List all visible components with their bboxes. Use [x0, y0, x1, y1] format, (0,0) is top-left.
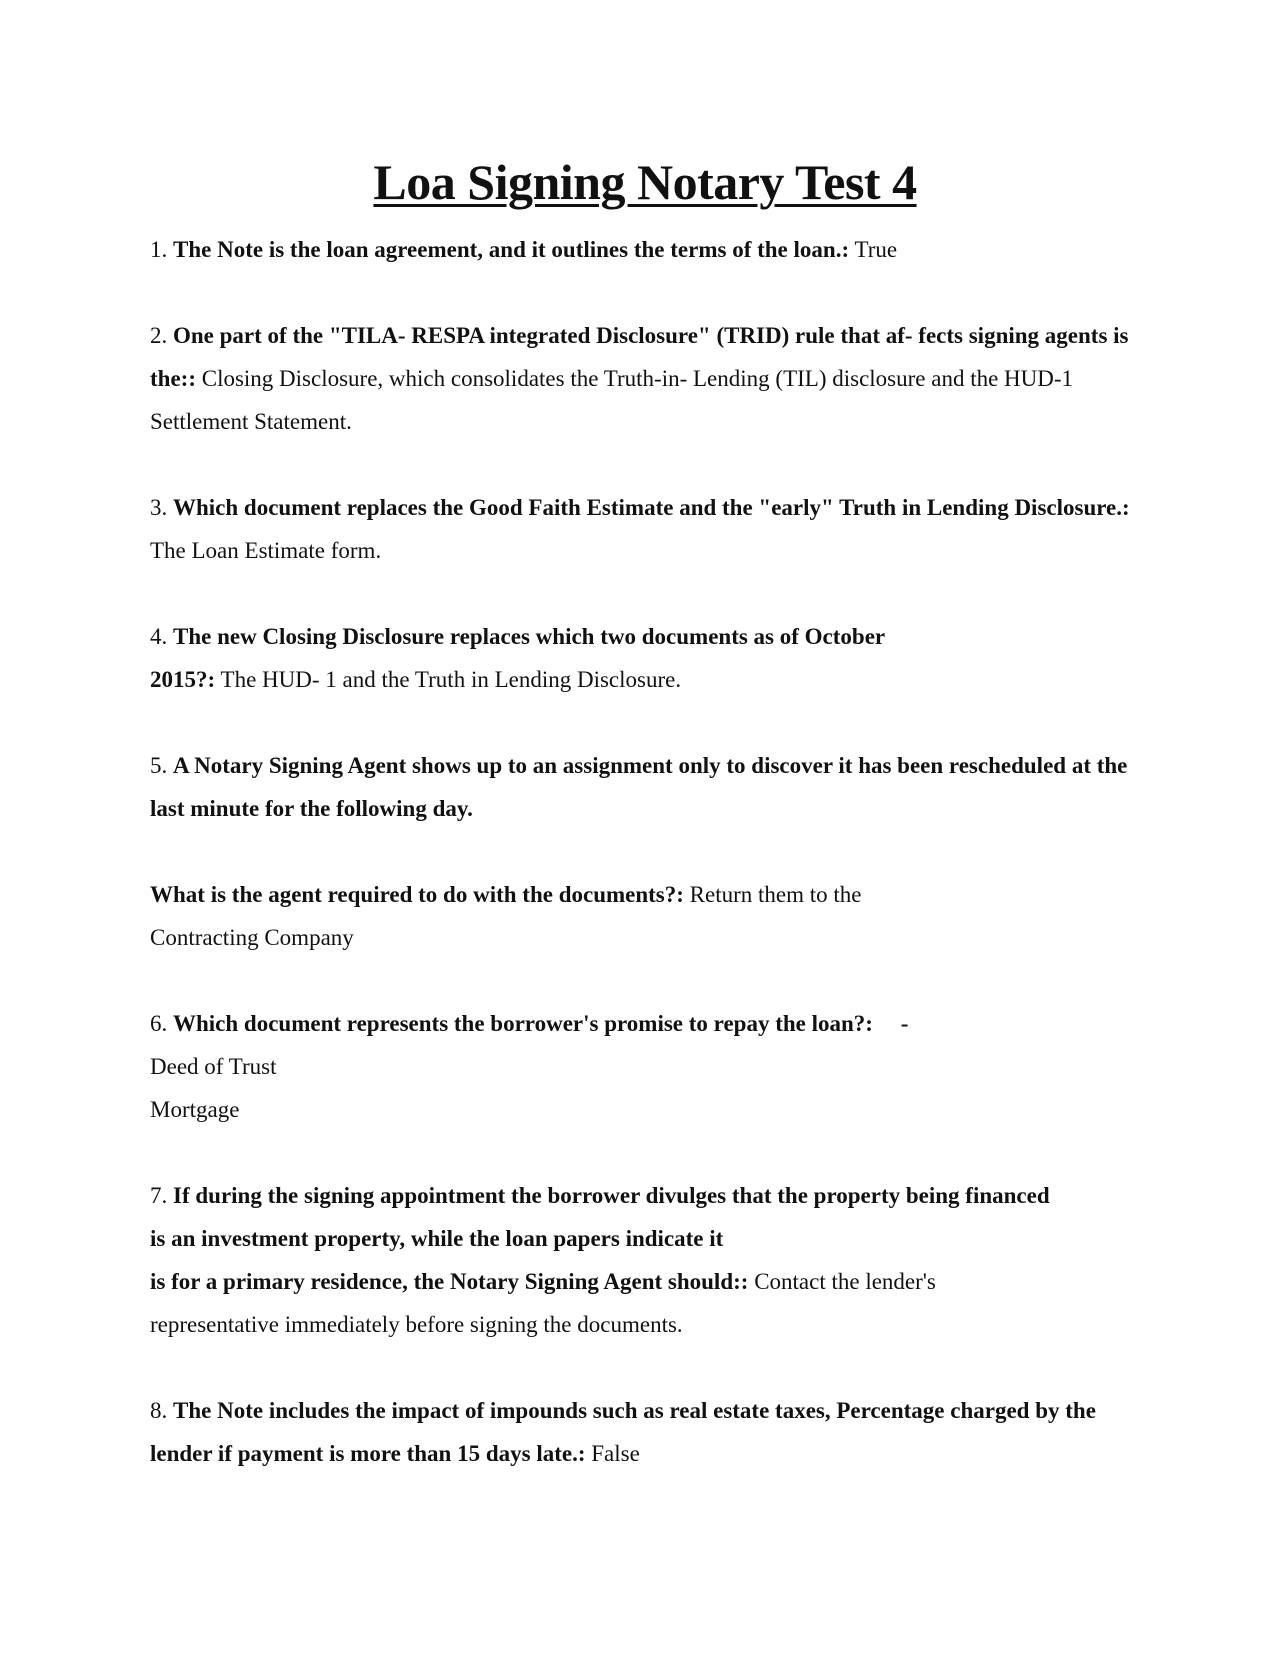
question-text-line-3: is for a primary residence, the Notary Signing Agent should::: [150, 1269, 749, 1294]
question-item-2: [150, 314, 1140, 443]
question-text: Which document replaces the Good Faith Estimate and the "early" Truth in Lending Disclosure.:: [173, 495, 1130, 520]
question-text-line-1: The new Closing Disclosure replaces which two documents as of October: [173, 624, 886, 649]
answer-text-line-1: Return them to the: [689, 882, 862, 907]
question-number: 4.: [150, 624, 168, 649]
question-text-line-2: 2015?:: [150, 667, 216, 692]
question-item-7: [150, 1174, 1140, 1346]
question-item-3: [150, 486, 1140, 572]
question-item-6: [150, 1002, 1140, 1131]
answer-text: True: [854, 237, 898, 262]
question-text-line-2: is an investment property, while the loan papers indicate it: [150, 1226, 724, 1251]
question-item-8: [150, 1389, 1140, 1475]
question-text-line-1: If during the signing appointment the borrower divulges that the property being financed: [173, 1183, 1050, 1208]
answer-option-2: Mortgage: [150, 1097, 240, 1122]
question-number: 3.: [150, 495, 168, 520]
question-text-part-2: What is the agent required to do with the documents?:: [150, 882, 684, 907]
answer-text: False: [591, 1441, 640, 1466]
answer-option-1: Deed of Trust: [150, 1054, 277, 1079]
question-item-4: [150, 615, 1140, 701]
document-page: [150, 150, 1140, 1518]
answer-text-line-1: Contact the lender's: [754, 1269, 936, 1294]
dash-marker: -: [900, 1011, 909, 1036]
answer-text-line-2: representative immediately before signing the documents.: [150, 1312, 683, 1337]
question-number: 5.: [150, 753, 168, 778]
answer-text: Closing Disclosure, which consolidates the Truth-in- Lending (TIL) disclosure and the HUD-1 Settlement Statement.: [150, 366, 1074, 434]
question-text: Which document represents the borrower's promise to repay the loan?:: [173, 1011, 873, 1036]
question-number: 8.: [150, 1398, 168, 1423]
question-text: The Note is the loan agreement, and it outlines the terms of the loan.:: [173, 237, 850, 262]
question-item-1: [150, 228, 1140, 271]
question-number: 7.: [150, 1183, 168, 1208]
question-text: The Note includes the impact of impounds such as real estate taxes, Percentage charged by the lender if payment is more than 15 days late.:: [150, 1398, 1096, 1466]
answer-text: The HUD- 1 and the Truth in Lending Disclosure.: [220, 667, 682, 692]
document-title: Loa Signing Notary Test 4: [373, 154, 917, 210]
answer-text: The Loan Estimate form.: [150, 538, 382, 563]
question-number: 1.: [150, 237, 168, 262]
question-number: 2.: [150, 323, 168, 348]
answer-text-line-2: Contracting Company: [150, 925, 354, 950]
question-number: 6.: [150, 1011, 168, 1036]
question-item-5: [150, 744, 1140, 959]
question-text: One part of the "TILA- RESPA integrated Disclosure" (TRID) rule that af- fects signing agents is the::: [150, 323, 1129, 391]
question-text-part-1: A Notary Signing Agent shows up to an assignment only to discover it has been rescheduled at the last minute for the following day.: [150, 753, 1128, 821]
